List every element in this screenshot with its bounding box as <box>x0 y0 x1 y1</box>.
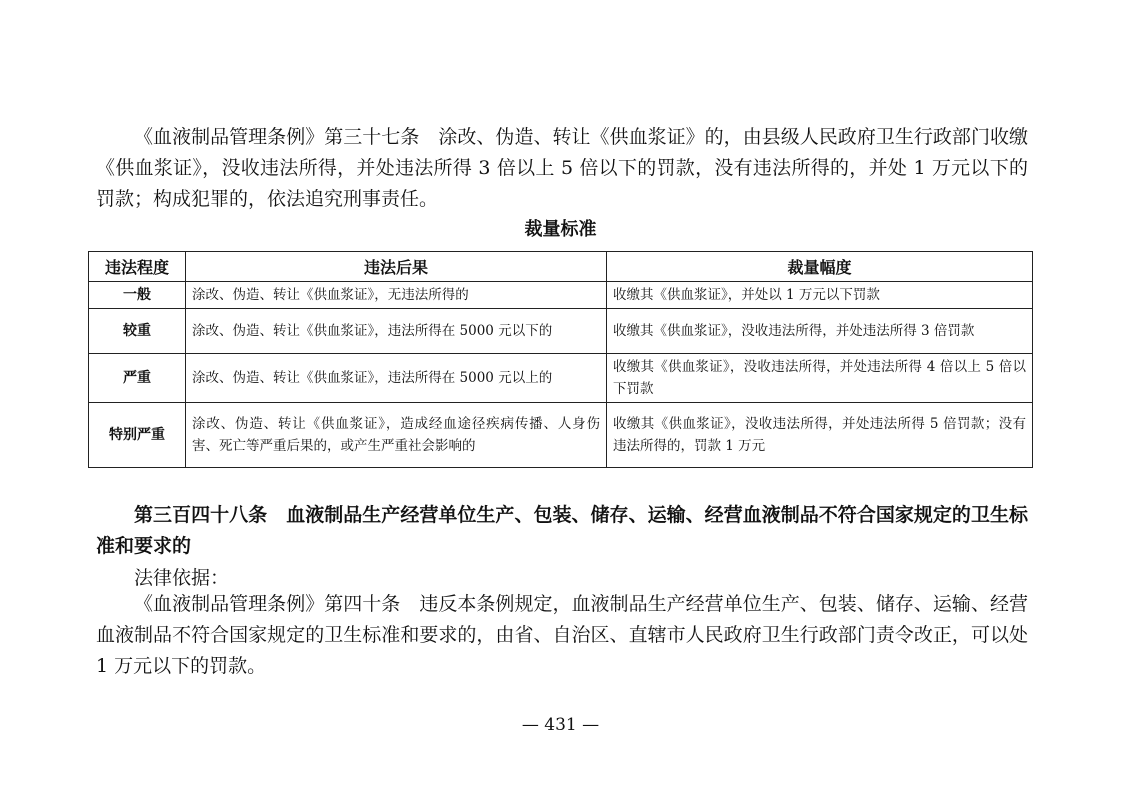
penalty-range: 收缴其《供血浆证》，没收违法所得，并处违法所得 4 倍以上 5 倍以下罚款 <box>607 354 1033 403</box>
penalty-range: 收缴其《供血浆证》，没收违法所得，并处违法所得 5 倍罚款；没有违法所得的，罚款 1 万元 <box>607 403 1033 468</box>
table-row <box>89 282 1033 309</box>
header-violation-level: 违法程度 <box>89 252 186 282</box>
table-header-row <box>89 252 1033 282</box>
violation-consequence: 涂改、伪造、转让《供血浆证》，无违法所得的 <box>186 282 607 309</box>
regulation-paragraph-37-text: 《血液制品管理条例》第三十七条 涂改、伪造、转让《供血浆证》的，由县级人民政府卫生行政部门收缴《供血浆证》，没收违法所得，并处违法所得 3 倍以上 5 倍以下的罚款，没有违法所得的，并处 1 万元以下的罚款；构成犯罪的，依法追究刑事责任。 <box>96 126 1028 210</box>
header-violation-consequence: 违法后果 <box>186 252 607 282</box>
penalty-range: 收缴其《供血浆证》，没收违法所得，并处违法所得 3 倍罚款 <box>607 309 1033 354</box>
regulation-paragraph-40-text: 《血液制品管理条例》第四十条 违反本条例规定，血液制品生产经营单位生产、包装、储存、运输、经营血液制品不符合国家规定的卫生标准和要求的，由省、自治区、直辖市人民政府卫生行政部门责令改正，可以处 1 万元以下的罚款。 <box>96 593 1028 677</box>
violation-consequence: 涂改、伪造、转让《供血浆证》，违法所得在 5000 元以上的 <box>186 354 607 403</box>
violation-consequence: 涂改、伪造、转让《供血浆证》，造成经血途径疾病传播、人身伤害、死亡等严重后果的，或产生严重社会影响的 <box>186 403 607 468</box>
regulation-paragraph-37 <box>96 122 1028 215</box>
article-heading-text: 第三百四十八条 血液制品生产经营单位生产、包装、储存、运输、经营血液制品不符合国家规定的卫生标准和要求的 <box>96 504 1028 557</box>
violation-level: 严重 <box>89 354 186 403</box>
table-title: 裁量标准 <box>524 219 597 240</box>
regulation-paragraph-40 <box>96 589 1028 682</box>
violation-level: 一般 <box>89 282 186 309</box>
violation-level: 较重 <box>89 309 186 354</box>
legal-basis-label-text: 法律依据： <box>134 567 230 589</box>
violation-level: 特别严重 <box>89 403 186 468</box>
table-row <box>89 403 1033 468</box>
violation-consequence: 涂改、伪造、转让《供血浆证》，违法所得在 5000 元以下的 <box>186 309 607 354</box>
article-heading <box>96 500 1028 562</box>
penalty-range: 收缴其《供血浆证》，并处以 1 万元以下罚款 <box>607 282 1033 309</box>
table-row <box>89 354 1033 403</box>
discretion-standard-table <box>88 251 1033 468</box>
page-number: — 431 — <box>521 715 600 735</box>
header-penalty-range: 裁量幅度 <box>607 252 1033 282</box>
table-row <box>89 309 1033 354</box>
